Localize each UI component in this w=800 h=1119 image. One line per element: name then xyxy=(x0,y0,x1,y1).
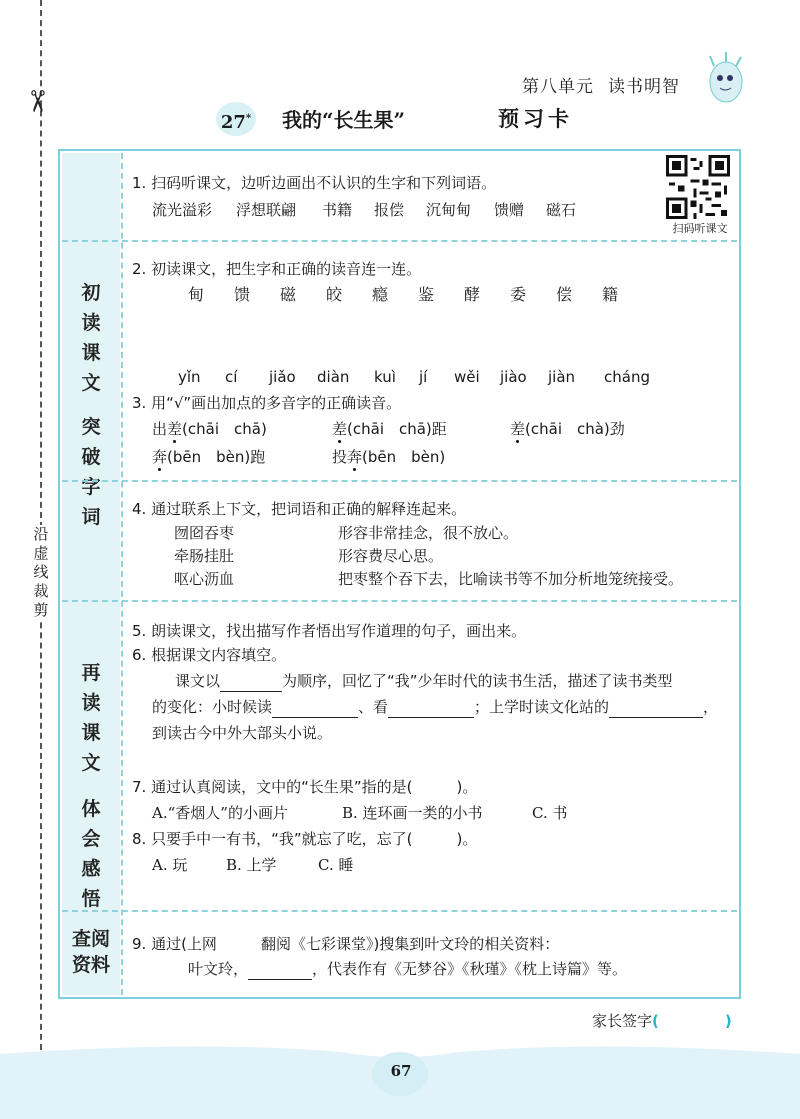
question-3: 3. 用“√”画出加点的多音字的正确读音。 xyxy=(132,394,402,412)
cut-note: 沿 虚 线 裁 剪 xyxy=(30,525,52,620)
question-2: 2. 初读课文，把生字和正确的读音连一连。 xyxy=(132,260,422,278)
q8-option: B. 上学 xyxy=(226,856,277,874)
q3-item-4: 奔(bēn bèn)跑 xyxy=(152,448,266,466)
row-divider xyxy=(62,240,737,242)
qr-label: 扫码听课文 xyxy=(672,222,728,235)
section-column xyxy=(62,153,120,995)
row-divider xyxy=(62,600,737,602)
q8-option: C. 睡 xyxy=(318,856,354,874)
column-divider xyxy=(121,153,123,995)
q6-line-3: 到读古今中外大部头小说。 xyxy=(152,724,333,742)
fill-blank[interactable] xyxy=(220,675,282,692)
question-6: 6. 根据课文内容填空。 xyxy=(132,646,287,664)
q8-option: A. 玩 xyxy=(152,856,188,874)
q7-option: C. 书 xyxy=(532,804,568,822)
fill-blank[interactable] xyxy=(272,701,358,718)
fill-blank[interactable] xyxy=(248,963,312,980)
section-label-research: 查阅 资料 xyxy=(71,928,111,976)
row-divider xyxy=(62,910,737,912)
fill-blank[interactable] xyxy=(609,701,703,718)
q3-item-1: 出差(chāi chā) xyxy=(152,420,267,438)
q4-word: 牵肠挂肚 xyxy=(174,547,235,565)
q1-word-list: 流光溢彩 浮想联翩 书籍 报偿 沉甸甸 馈赠 磁石 xyxy=(152,201,577,219)
q3-item-5: 投奔(bēn bèn) xyxy=(332,448,446,466)
lesson-title: 我的“长生果” xyxy=(282,108,406,132)
scissors-icon: ✂ xyxy=(19,88,55,115)
question-5: 5. 朗读课文，找出描写作者悟出写作道理的句子，画出来。 xyxy=(132,622,527,640)
q2-pinyin-row: yǐn cí jiǎo diàn kuì jí wěi jiào jiàn cháng xyxy=(178,368,650,386)
lesson-number-badge: 27* xyxy=(216,102,256,136)
qr-code[interactable] xyxy=(666,155,730,219)
row-divider xyxy=(62,480,737,482)
card-title: 预习卡 xyxy=(498,107,573,131)
q6-line-2: 的变化：小时候读 、看 ；上学时读文化站的 ， xyxy=(152,698,719,716)
q4-word: 囫囵吞枣 xyxy=(174,524,235,542)
q4-meaning: 形容非常挂念，很不放心。 xyxy=(338,524,519,542)
q9-line: 叶文玲， ，代表作有《无梦谷》《秋瑾》《枕上诗篇》等。 xyxy=(188,960,628,978)
question-7: 7. 通过认真阅读，文中的“长生果”指的是( )。 xyxy=(132,778,478,796)
section-label-read-first: 初 读 课 文 突 破 字 词 xyxy=(81,282,101,528)
q6-line-1: 课文以 为顺序，回忆了“我”少年时代的读书生活，描述了读书类型 xyxy=(175,672,673,690)
fill-blank[interactable] xyxy=(388,701,474,718)
q4-meaning: 把枣整个吞下去，比喻读书等不加分析地笼统接受。 xyxy=(338,570,684,588)
question-4: 4. 通过联系上下文，把词语和正确的解释连起来。 xyxy=(132,500,467,518)
q3-item-2: 差(chāi chā)距 xyxy=(332,420,447,438)
question-9: 9. 通过(上网 翻阅《七彩课堂》)搜集到叶文玲的相关资料： xyxy=(132,935,560,953)
q4-meaning: 形容费尽心思。 xyxy=(338,547,444,565)
q3-item-3: 差(chāi chà)劲 xyxy=(510,420,625,438)
question-1: 1. 扫码听课文，边听边画出不认识的生字和下列词语。 xyxy=(132,174,497,192)
unit-title: 第八单元 读书明智 xyxy=(522,77,680,97)
mascot-icon xyxy=(700,50,746,106)
q7-option: A.“香烟人”的小画片 xyxy=(152,804,288,822)
section-label-read-again: 再 读 课 文 体 会 感 悟 xyxy=(81,662,101,910)
q4-word: 呕心沥血 xyxy=(174,570,235,588)
q2-character-row: 甸 馈 磁 皎 瘾 鉴 酵 委 偿 籍 xyxy=(188,285,619,304)
q7-option: B. 连环画一类的小书 xyxy=(342,804,483,822)
page-number: 67 xyxy=(390,1062,412,1080)
question-8: 8. 只要手中一有书，“我”就忘了吃，忘了( )。 xyxy=(132,830,478,848)
parent-signature: 家长签字( ) xyxy=(592,1012,732,1030)
